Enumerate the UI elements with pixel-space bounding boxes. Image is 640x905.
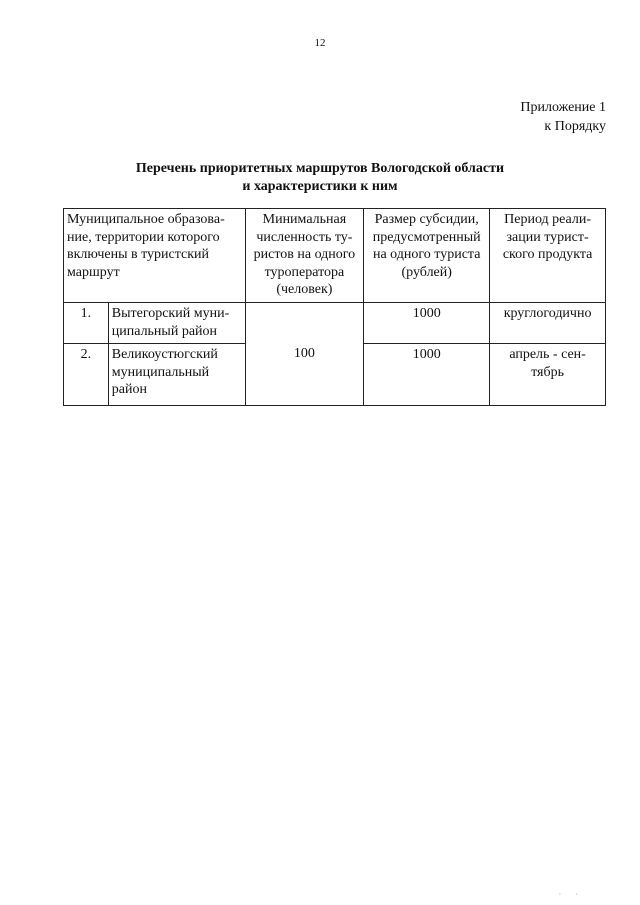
title-line-1: Перечень приоритетных маршрутов Вологодской области — [135, 161, 505, 176]
period-value: апрель - сен-тябрь — [490, 344, 606, 406]
header-subsidy: Размер субсидии, предусмотренный на одного туриста (рублей) — [364, 209, 490, 303]
appendix-reference — [520, 98, 606, 136]
row-number: 2. — [64, 344, 109, 406]
appendix-line-2: к Порядку — [544, 119, 606, 134]
header-min-tourists: Минимальная численность ту-ристов на одного туроператора (человек) — [245, 209, 364, 303]
header-period: Период реали-зации турист-ского продукта — [490, 209, 606, 303]
page-number: 12 — [314, 37, 326, 49]
appendix-line-1: Приложение 1 — [520, 100, 606, 115]
municipality-name: Великоустюгский муниципальный район — [108, 344, 245, 406]
municipality-name: Вытегорский муни-ципальный район — [108, 303, 245, 344]
document-title — [0, 160, 640, 196]
row-number: 1. — [64, 303, 109, 344]
scan-marks: · · — [558, 890, 584, 899]
subsidy-value: 1000 — [364, 344, 490, 406]
title-line-2: и характеристики к ним — [242, 179, 398, 194]
routes-table — [63, 208, 606, 406]
period-value: круглогодично — [490, 303, 606, 344]
min-tourists-value: 100 — [245, 303, 364, 406]
subsidy-value: 1000 — [364, 303, 490, 344]
header-municipality: Муниципальное образова-ние, территории которого включены в туристский маршрут — [64, 209, 246, 303]
table-row — [64, 303, 606, 344]
table-header-row — [64, 209, 606, 303]
